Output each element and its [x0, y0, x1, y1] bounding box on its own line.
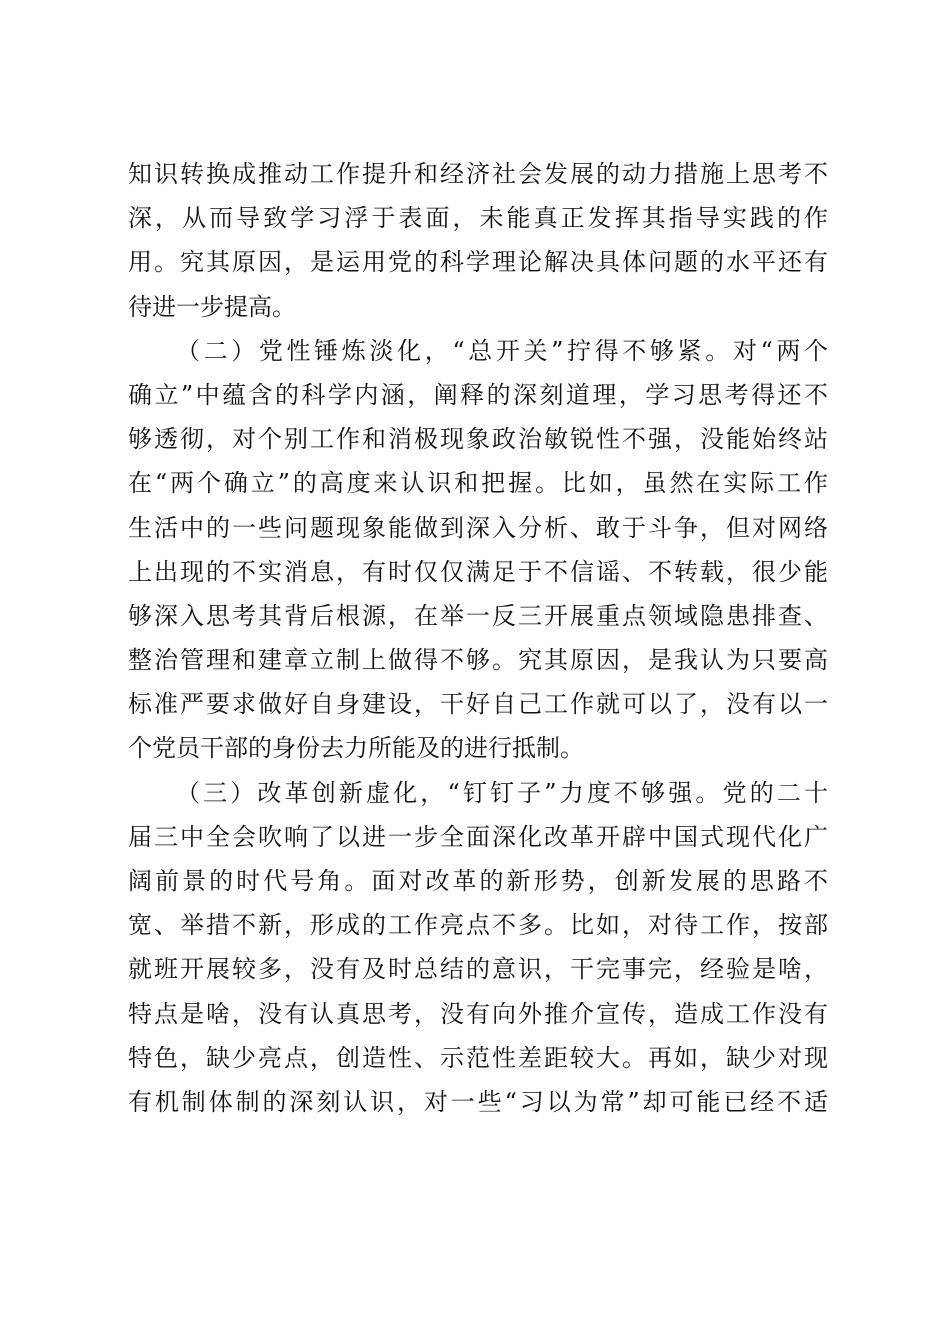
text-line: 确立”中蕴含的科学内涵，阐释的深刻道理，学习思考得还不 — [128, 380, 828, 409]
paragraph-first-line: （三）改革创新虚化，“钉钉子”力度不够强。党的二十 — [176, 778, 828, 807]
text-line: 特点是啥，没有认真思考，没有向外推介宣传，造成工作没有 — [128, 999, 828, 1028]
text-line: 个党员干部的身份去力所能及的进行抵制。 — [128, 734, 584, 763]
text-line: 特色，缺少亮点，创造性、示范性差距较大。再如，缺少对现 — [128, 1043, 828, 1072]
text-line: 生活中的一些问题现象能做到深入分析、敢于斗争，但对网络 — [128, 513, 828, 542]
text-line: 整治管理和建章立制上做得不够。究其原因，是我认为只要高 — [128, 646, 828, 675]
text-line: 就班开展较多，没有及时总结的意识，干完事完，经验是啥， — [128, 955, 828, 984]
text-line: 上出现的不实消息，有时仅仅满足于不信谣、不转载，很少能 — [128, 557, 828, 586]
text-line: 宽、举措不新，形成的工作亮点不多。比如，对待工作，按部 — [128, 911, 828, 940]
text-line: 够透彻，对个别工作和消极现象政治敏锐性不强，没能始终站 — [128, 425, 828, 454]
text-line: 在“两个确立”的高度来认识和把握。比如，虽然在实际工作 — [128, 469, 828, 498]
text-line: 标准严要求做好自身建设，干好自己工作就可以了，没有以一 — [128, 690, 828, 719]
text-line: 待进一步提高。 — [128, 292, 296, 321]
text-line: 有机制体制的深刻认识，对一些“习以为常”却可能已经不适 — [128, 1087, 828, 1116]
text-line: 知识转换成推动工作提升和经济社会发展的动力措施上思考不 — [128, 160, 828, 188]
text-line: 用。究其原因，是运用党的科学理论解决具体问题的水平还有 — [128, 248, 828, 277]
text-line: 届三中全会吹响了以进一步全面深化改革开辟中国式现代化广 — [128, 822, 828, 851]
document-body — [128, 152, 828, 1124]
text-line: 阔前景的时代号角。面对改革的新形势，创新发展的思路不 — [128, 867, 828, 895]
paragraph-first-line: （二）党性锤炼淡化，“总开关”拧得不够紧。对“两个 — [176, 336, 828, 365]
text-line: 深，从而导致学习浮于表面，未能真正发挥其指导实践的作 — [128, 204, 828, 233]
text-line: 够深入思考其背后根源，在举一反三开展重点领域隐患排查、 — [128, 601, 828, 630]
